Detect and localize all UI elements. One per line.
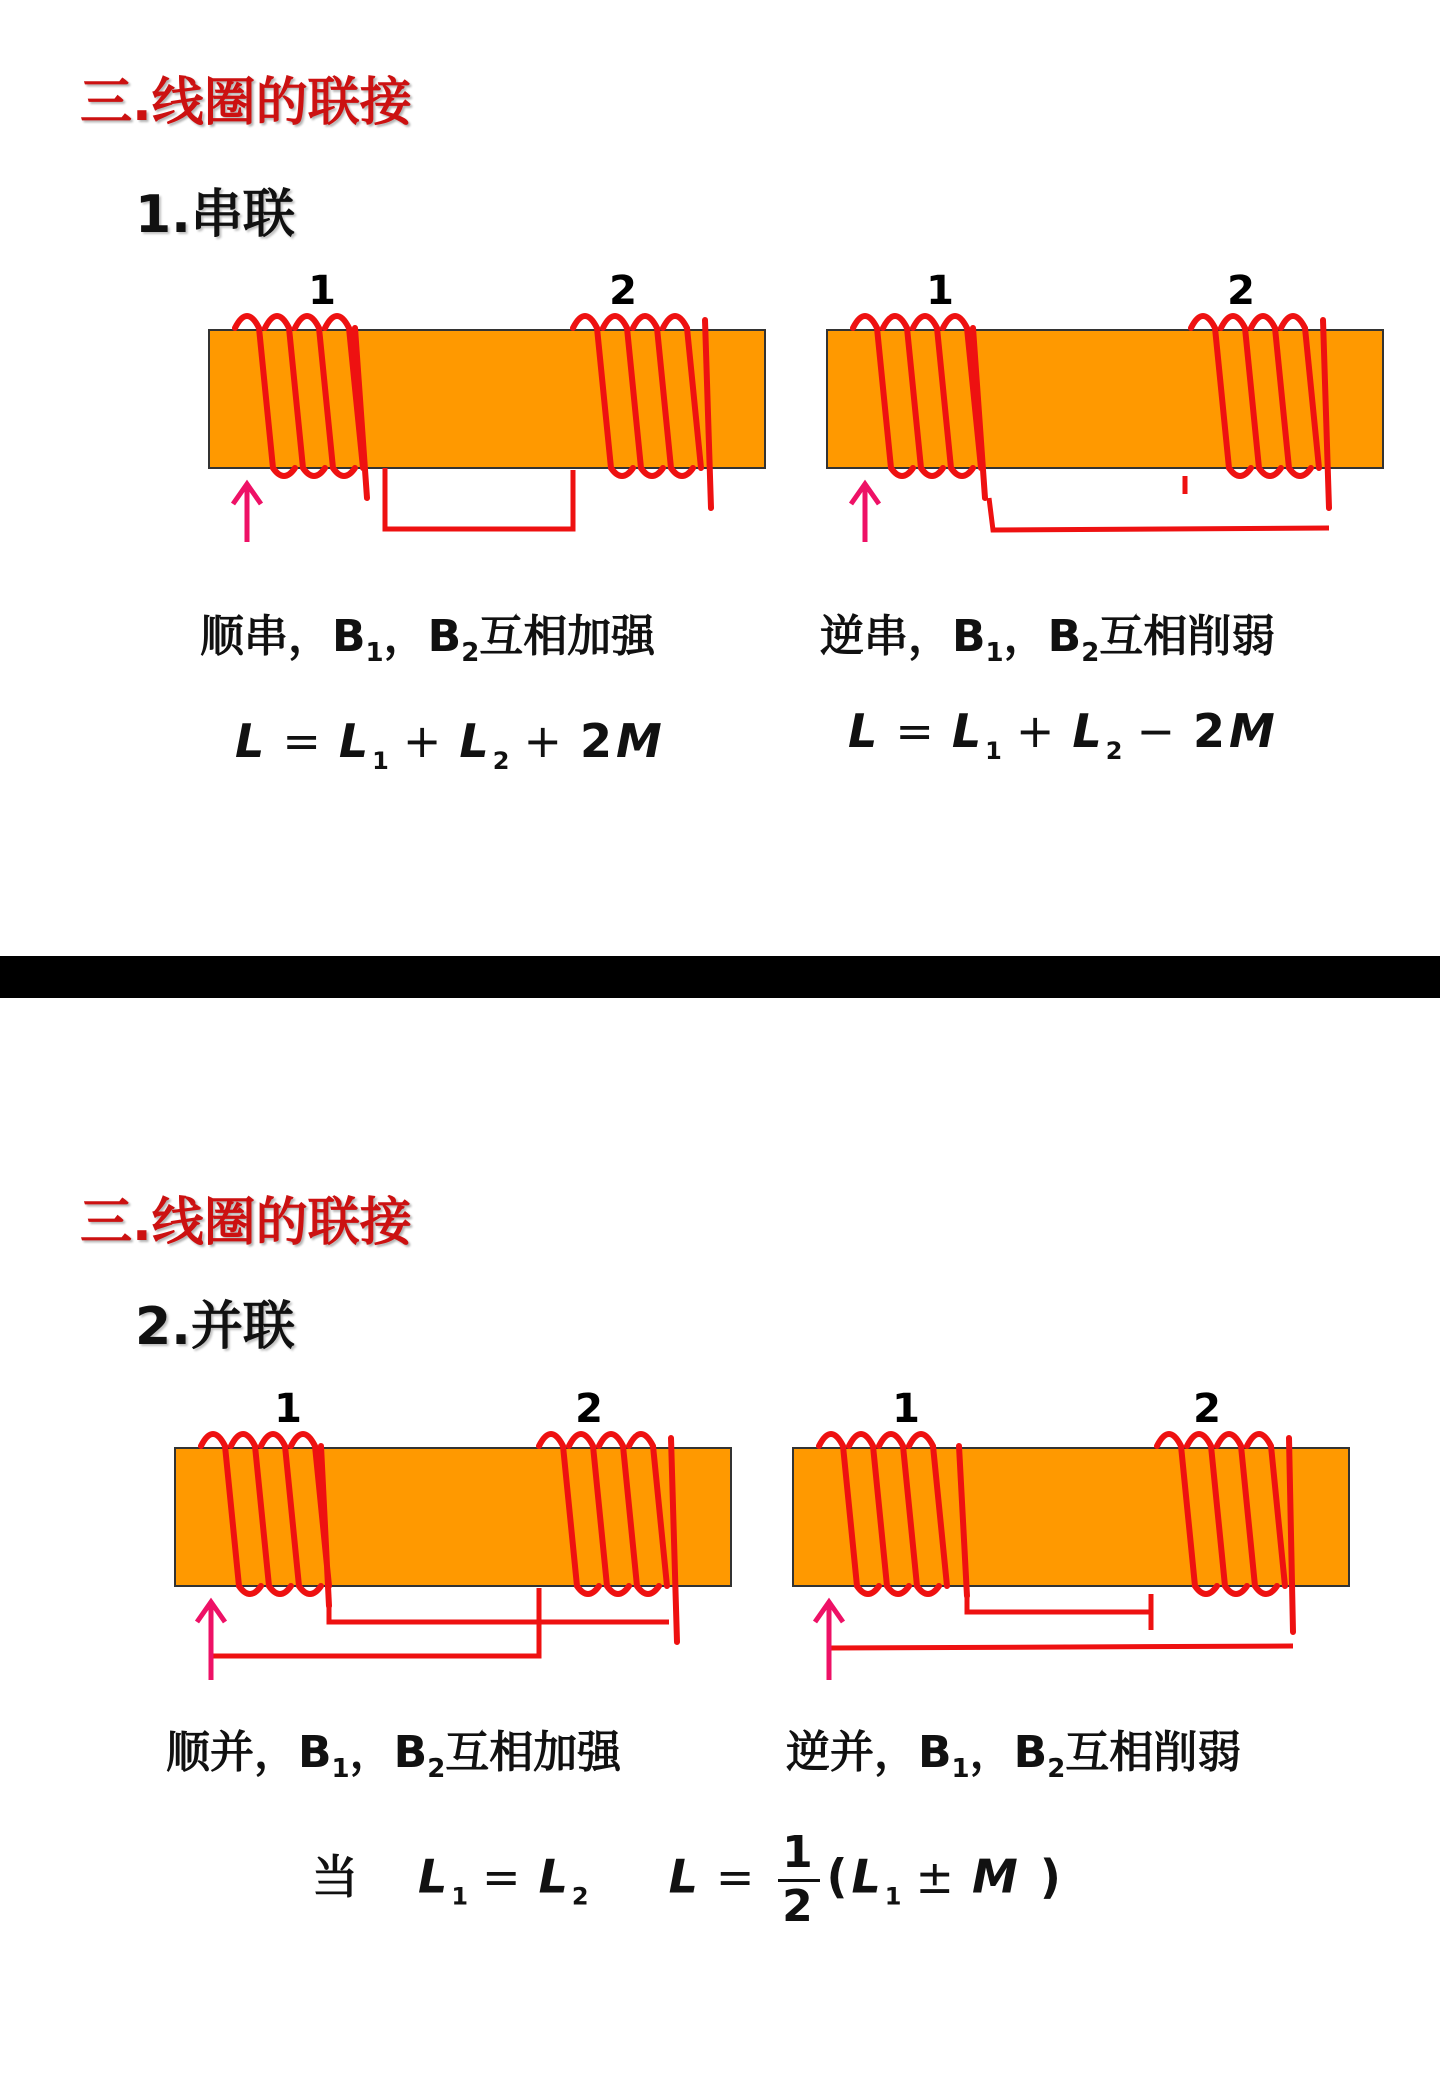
coil-2-label: 2 [575,1386,603,1432]
current-arrow [815,1602,843,1680]
coil-2-label: 2 [1227,268,1255,314]
slide-divider [0,956,1440,998]
current-arrow [233,484,261,542]
coil-1-label: 1 [892,1386,920,1432]
fraction: $\frac{1}{2}$ [778,1828,820,1932]
section-title: 三.线圈的联接 [80,73,412,133]
series-aiding-caption: 顺串，$B_1$，$B_2$互相加强 [200,611,656,668]
parallel-opposing-diagram [789,1380,1359,1680]
current-arrow [197,1602,225,1680]
parallel-wire [211,1588,669,1656]
parallel-aiding-caption: 顺并，$B_1$，$B_2$互相加强 [166,1727,622,1784]
parallel-formula: 当 $L_1 = L_2$ L = $\frac{1}{2}$ ($L_1 \pm M$ ) [312,1827,1065,1932]
series-wire [385,468,573,529]
coil-2-label: 2 [1193,1386,1221,1432]
coil-2-label: 2 [609,268,637,314]
parallel-aiding-diagram [171,1380,741,1680]
series-opposing-diagram [823,262,1393,552]
parallel-heading: 2.并联 [135,1297,295,1357]
slide-parallel [0,998,1440,2080]
section-title: 三.线圈的联接 [80,1193,412,1253]
parallel-wire [829,1594,1293,1648]
slide-series [0,0,1440,956]
series-aiding-diagram [205,262,775,552]
series-wire [989,476,1329,530]
coil-1-label: 1 [274,1386,302,1432]
coil-1-label: 1 [926,268,954,314]
parallel-opposing-caption: 逆并，$B_1$，$B_2$互相削弱 [786,1727,1242,1784]
current-arrow [851,484,879,542]
coil-1-label: 1 [308,268,336,314]
series-heading: 1.串联 [135,185,295,245]
series-opposing-caption: 逆串，$B_1$，$B_2$互相削弱 [820,611,1276,668]
series-aiding-formula: $L = L_1 + L_2 + 2M$ [235,714,666,775]
series-opposing-formula: $L = L_1 + L_2 - 2M$ [848,704,1279,765]
